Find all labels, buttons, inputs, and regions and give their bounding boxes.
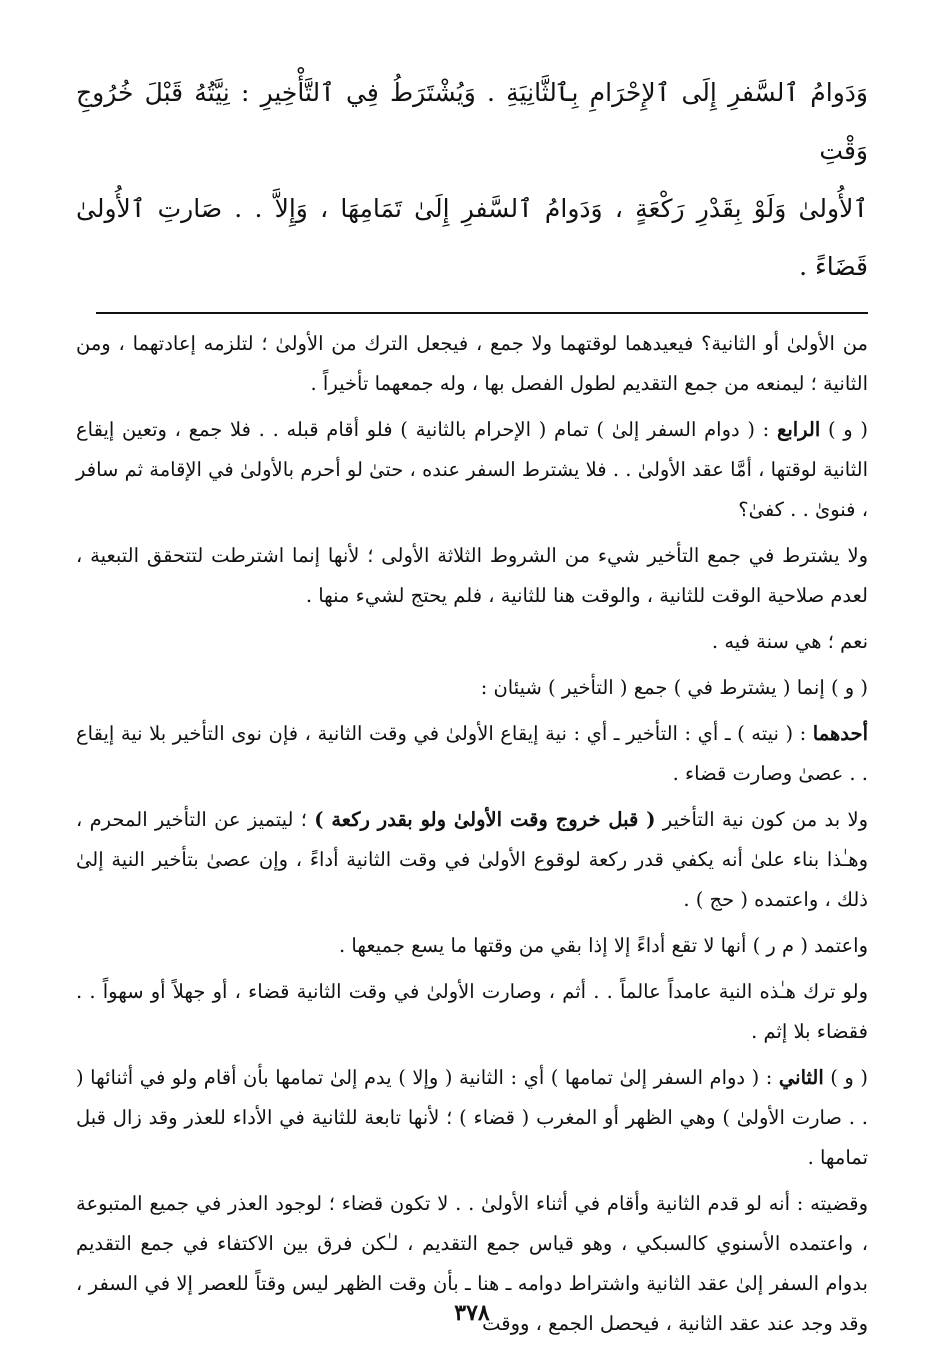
paragraph-7-open: ولا بد من كون نية التأخير [655, 808, 868, 831]
paragraph-6 [76, 714, 868, 794]
paragraph-2-heading: الرابع [776, 418, 821, 441]
paragraph-2 [76, 410, 868, 530]
paragraph-7-quote: ( قبل خروج وقت الأولىٰ ولو بقدر ركعة ) [314, 808, 656, 831]
paragraph-6-body: : ( نيته ) ـ أي : التأخير ـ أي : نية إيقاع الأولىٰ في وقت الثانية ، فإن نوى التأخير بلا نية إيقاع . . عصىٰ وصارت قضاء . [76, 722, 868, 785]
paragraph-10-body: : ( دوام السفر إلىٰ تمامها ) أي : الثانية ( وإلا ) يدم إلىٰ تمامها بأن أقام ولو في أثنائها ( . . صارت الأولىٰ ) وهي الظهر أو المغرب ( قضاء ) ؛ لأنها تابعة للثانية في الأداء للعذر وقد زال قبل تمامها . [76, 1066, 868, 1169]
paragraph-8: واعتمد ( م ر ) أنها لا تقع أداءً إلا إذا بقي من وقتها ما يسع جميعها . [339, 934, 868, 957]
paragraph-11: وقضيته : أنه لو قدم الثانية وأقام في أثناء الأولىٰ . . لا تكون قضاء ؛ لوجود العذر في جميع المتبوعة ، واعتمده الأسنوي كالسبكي ، وهو قياس جمع التقديم ، لـٰكن فرق بين الاكتفاء في جمع التقديم بدوام السفر إلىٰ عقد الثانية واشتراط دوامه ـ هنا ـ بأن وقت الظهر ليس وقتاً للعصر إلا في السفر ، وقد وجد عند عقد الثانية ، فيحصل الجمع ، ووقت [76, 1192, 868, 1335]
paragraph-3: ولا يشترط في جمع التأخير شيء من الشروط الثلاثة الأولى ؛ لأنها إنما اشترطت لتتحقق التبعية ، لعدم صلاحية الوقت للثانية ، والوقت هنا للثانية ، فلم يحتج لشيء منها . [76, 544, 868, 607]
page-number: ٣٧٨ [454, 1300, 490, 1326]
matn-line-1: وَدَوامُ ٱلسَّفرِ إِلَى ٱلإِحْرَامِ بِٱلثَّانِيَةِ . وَيُشْتَرَطُ فِي ٱلتَّأْخِيرِ : نِيَّتُهُ قَبْلَ خُرُوجِ وَقْتِ [76, 78, 868, 165]
separator-rule [96, 312, 868, 314]
paragraph-5: ( و ) إنما ( يشترط في ) جمع ( التأخير ) شيئان : [480, 676, 868, 699]
paragraph-2-open: ( و ) [820, 418, 868, 441]
paragraph-10-open: ( و ) [823, 1066, 868, 1089]
matn-line-2: ٱلأُولىٰ وَلَوْ بِقَدْرِ رَكْعَةٍ ، وَدَوامُ ٱلسَّفرِ إِلَىٰ تَمَامِهَا ، وَإِلاَّ . . صَارتِ ٱلأُولىٰ قَضَاءً . [76, 194, 868, 281]
paragraph-7 [76, 800, 868, 920]
paragraph-9: ولو ترك هـٰذه النية عامداً عالماً . . أثم ، وصارت الأولىٰ في وقت الثانية قضاء ، أو جهلاً أو سهواً . . فقضاء بلا إثم . [76, 980, 868, 1043]
commentary-text [76, 324, 868, 1344]
paragraph-2-body: : ( دوام السفر إلىٰ ) تمام ( الإحرام بالثانية ) فلو أقام قبله . . فلا جمع ، وتعين إيقاع الثانية لوقتها ، أمَّا عقد الأولىٰ . . فلا يشترط السفر عنده ، حتىٰ لو أحرم بالأولىٰ في الإقامة ثم سافر ، فنوىٰ . . كفىٰ؟ [76, 418, 868, 521]
paragraph-10 [76, 1058, 868, 1178]
paragraph-6-heading: أحدهما [812, 722, 868, 745]
matn-text [76, 64, 868, 296]
paragraph-1: من الأولىٰ أو الثانية؟ فيعيدهما لوقتهما ولا جمع ، فيجعل الترك من الأولىٰ ؛ لتلزمه إعادتهما ، ومن الثانية ؛ ليمنعه من جمع التقديم لطول الفصل بها ، وله جمعهما تأخيراً . [76, 332, 868, 395]
paragraph-4: نعم ؛ هي سنة فيه . [711, 630, 868, 653]
paragraph-10-heading: الثاني [778, 1066, 824, 1089]
paragraph-7-body: ؛ ليتميز عن التأخير المحرم ، وهـٰذا بناء علىٰ أنه يكفي قدر ركعة لوقوع الأولىٰ في وقت الثانية أداءً ، وإن عصىٰ بتأخير النية إلىٰ ذلك ، واعتمده ( حج ) . [76, 808, 868, 911]
